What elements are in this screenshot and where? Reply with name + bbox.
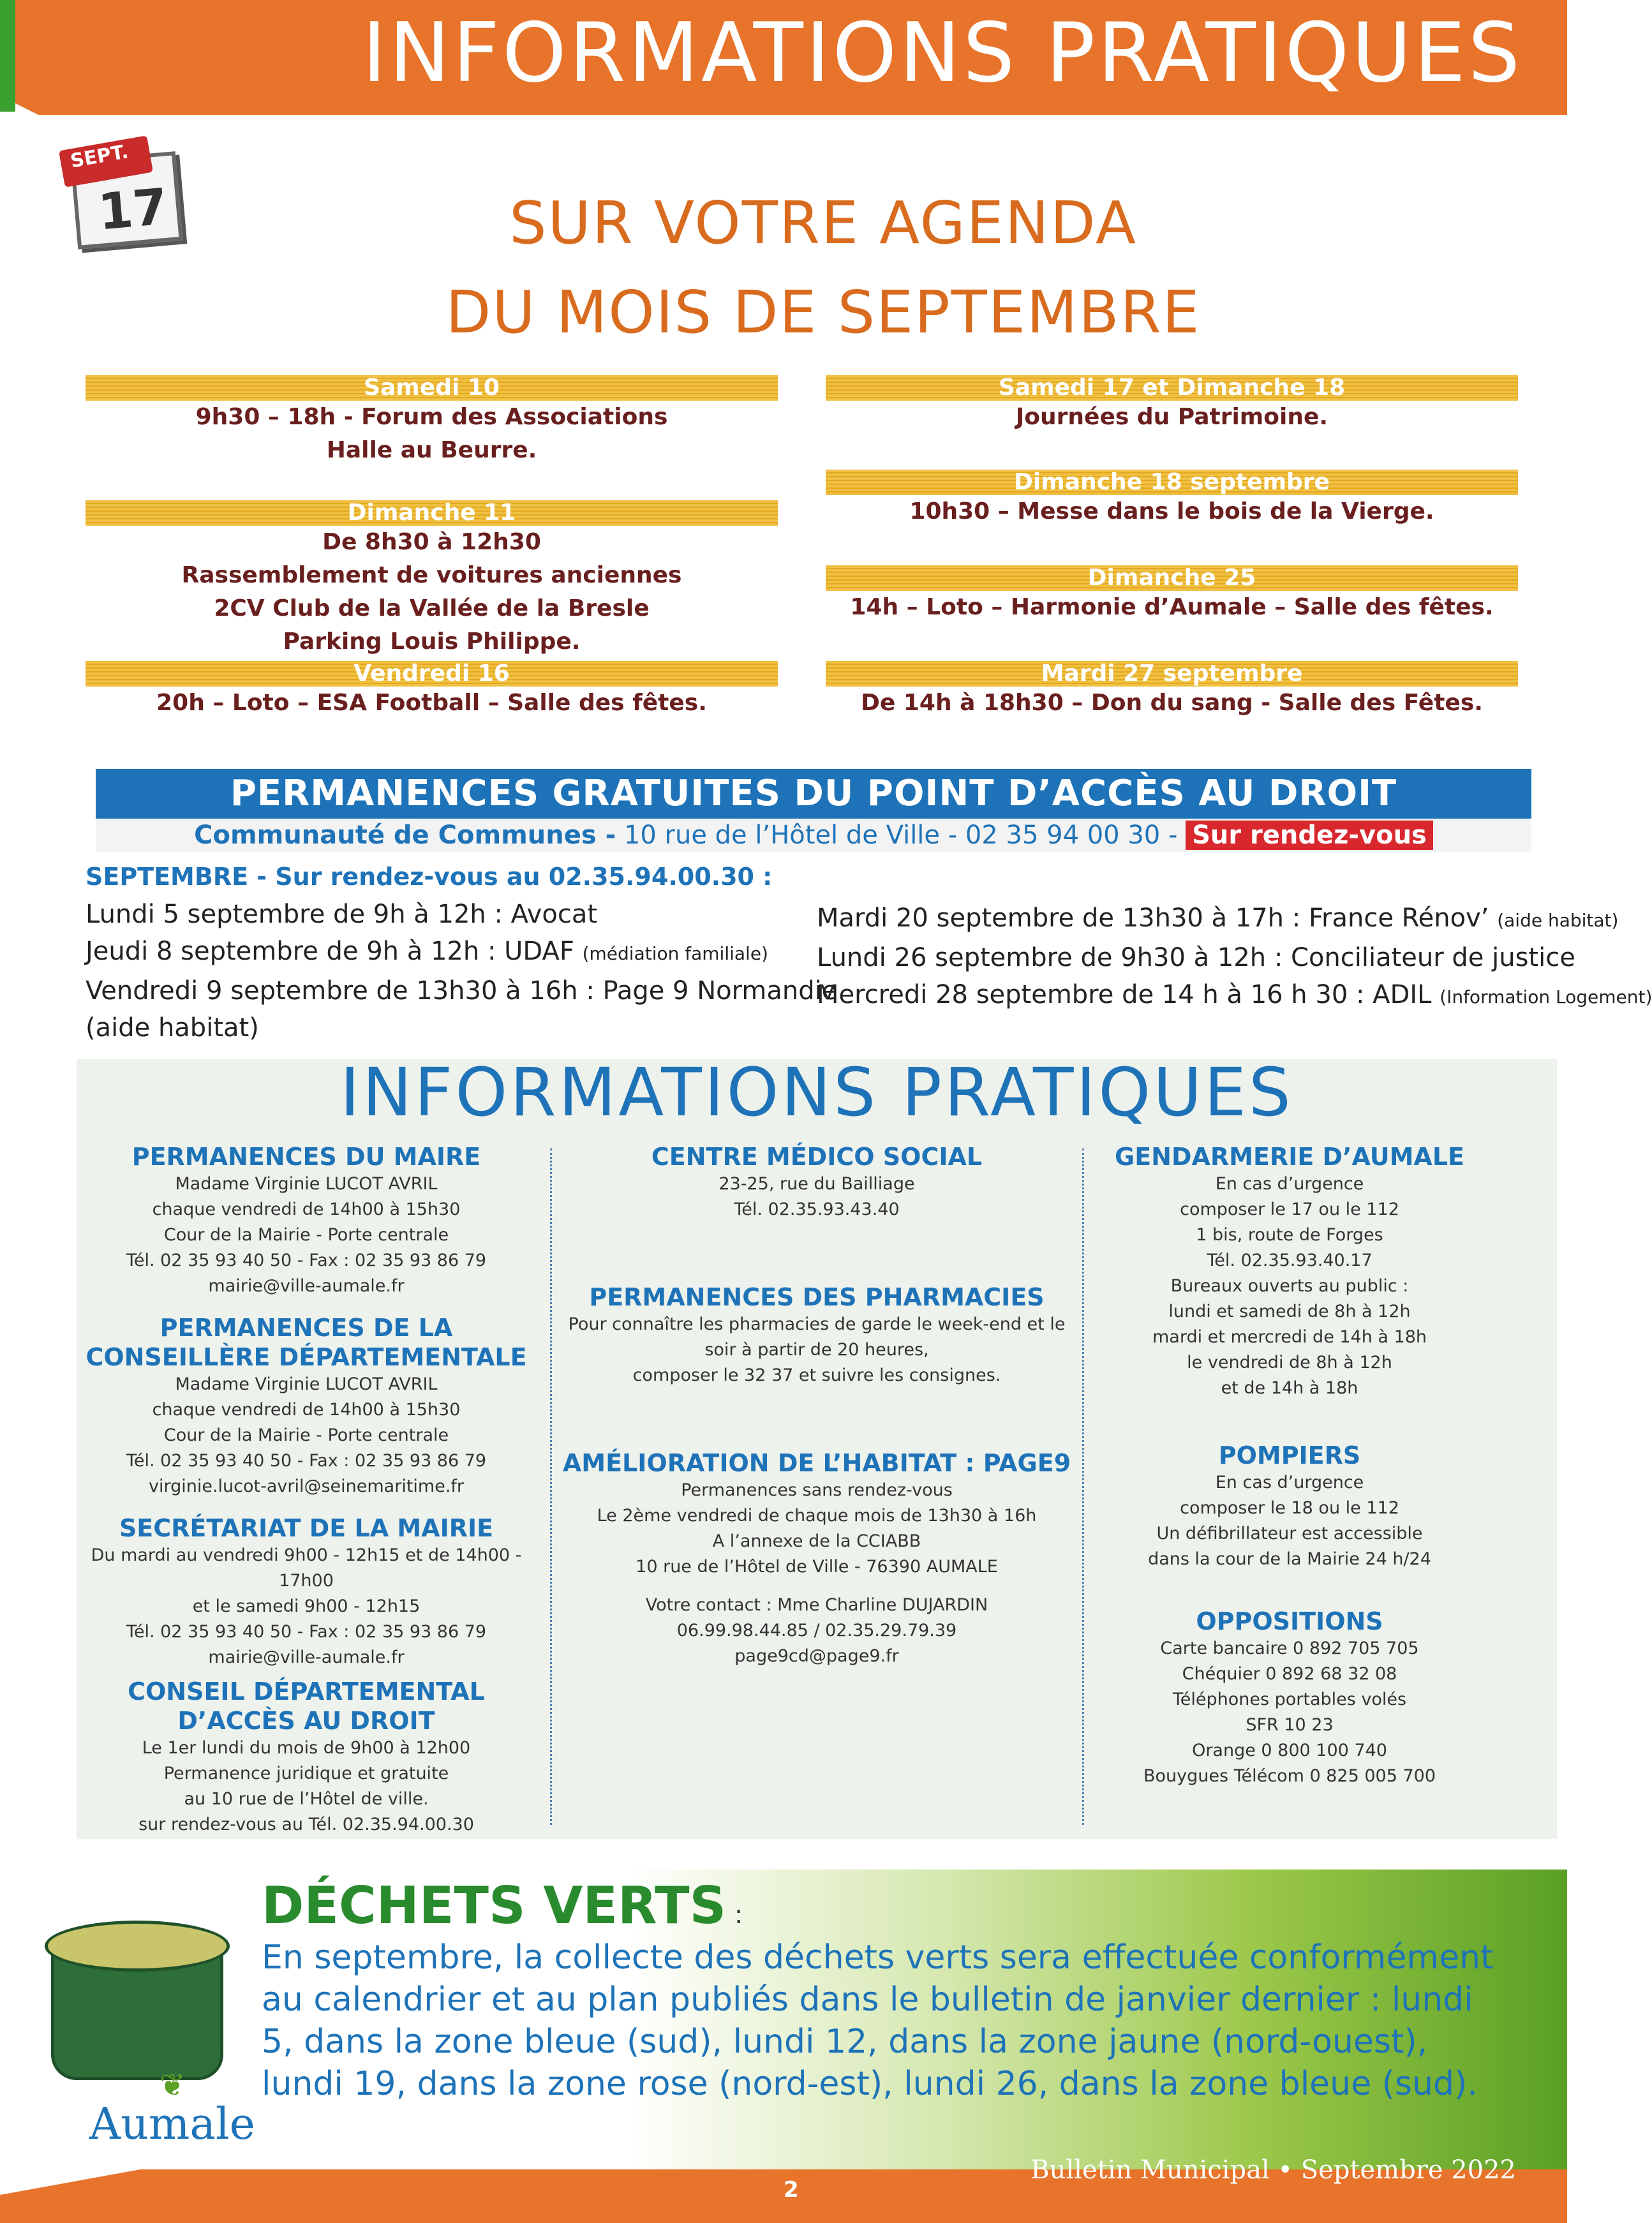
aumale-logo: Aumale [89, 2099, 255, 2150]
info-heading: AMÉLIORATION DE L’HABITAT : PAGE9 [562, 1449, 1071, 1477]
event-date: Dimanche 11 [86, 500, 778, 526]
permanence-item [817, 900, 1652, 939]
green-waste-title-text: DÉCHETS VERTS [262, 1876, 727, 1935]
event-line: 9h30 – 18h - Forum des Associations [195, 404, 668, 430]
info-line: Pour connaître les pharmacies de garde le week-end et le [568, 1314, 1066, 1334]
info-column-1 [83, 1142, 530, 1838]
info-line: dans la cour de la Mairie 24 h/24 [1148, 1549, 1431, 1569]
info-line: Un défibrillateur est accessible [1156, 1524, 1423, 1543]
info-line: Tél. 02 35 93 40 50 - Fax : 02 35 93 86 79 [126, 1251, 487, 1270]
event-line: Parking Louis Philippe. [283, 628, 581, 655]
agenda-event [86, 661, 778, 720]
garden-bag-icon [38, 1901, 230, 2067]
agenda-event [86, 500, 778, 658]
rendez-vous-badge: Sur rendez-vous [1186, 821, 1433, 850]
column-divider [550, 1149, 552, 1825]
permanence-note: (Information Logement) [1440, 986, 1652, 1007]
info-line: 06.99.98.44.85 / 02.35.29.79.39 [676, 1621, 957, 1640]
info-line: et le samedi 9h00 - 12h15 [192, 1596, 420, 1616]
leaf-icon: ❦ [160, 2067, 186, 2103]
info-line: Le 1er lundi du mois de 9h00 à 12h00 [142, 1738, 471, 1758]
agenda-event [826, 565, 1518, 624]
info-line: composer le 17 ou le 112 [1180, 1200, 1399, 1219]
info-line: mardi et mercredi de 14h à 18h [1152, 1327, 1427, 1347]
info-line: Tél. 02 35 93 40 50 - Fax : 02 35 93 86 79 [126, 1451, 487, 1471]
permanence-item [817, 976, 1652, 1016]
event-date: Samedi 10 [86, 375, 778, 401]
bag-opening [45, 1921, 230, 1972]
info-heading: PERMANENCES DE LA CONSEILLÈRE DÉPARTEMENTALE [86, 1314, 527, 1371]
agenda-event [826, 470, 1518, 528]
info-heading: CONSEIL DÉPARTEMENTAL D’ACCÈS AU DROIT [128, 1677, 485, 1735]
info-line: Chéquier 0 892 68 32 08 [1182, 1664, 1397, 1684]
info-heading: GENDARMERIE D’AUMALE [1115, 1143, 1464, 1171]
info-line: mairie@ville-aumale.fr [208, 1647, 405, 1667]
agenda-title-line-2: DU MOIS DE SEPTEMBRE [445, 278, 1201, 346]
calendar-day: 17 [96, 178, 170, 242]
info-line: En cas d’urgence [1215, 1174, 1364, 1194]
info-block [83, 1677, 530, 1838]
permanences-subtitle [96, 819, 1531, 852]
green-waste-title [262, 1876, 743, 1935]
event-line: 10h30 – Messe dans le bois de la Vierge. [909, 498, 1434, 524]
info-line: sur rendez-vous au Tél. 02.35.94.00.30 [138, 1815, 474, 1834]
info-line: Bouygues Télécom 0 825 005 700 [1143, 1766, 1436, 1786]
column-divider [1082, 1149, 1084, 1825]
event-date: Samedi 17 et Dimanche 18 [826, 375, 1518, 401]
permanence-item [86, 972, 837, 1009]
info-line: Votre contact : Mme Charline DUJARDIN [645, 1595, 988, 1615]
event-line: 20h – Loto – ESA Football – Salle des fêtes. [156, 690, 707, 716]
info-block [1095, 1142, 1484, 1401]
footer-text: Bulletin Municipal • Septembre 2022 [1031, 2155, 1516, 2185]
page-number: 2 [784, 2177, 799, 2203]
info-block [83, 1142, 530, 1299]
permanences-title: PERMANENCES GRATUITES DU POINT D’ACCÈS AU DROIT [230, 773, 1397, 814]
event-line: 2CV Club de la Vallée de la Bresle [214, 595, 650, 621]
permanence-item [817, 939, 1652, 976]
info-block [1095, 1607, 1484, 1789]
info-heading: SECRÉTARIAT DE LA MAIRIE [119, 1514, 494, 1542]
info-title: INFORMATIONS PRATIQUES [340, 1053, 1293, 1131]
info-line: Du mardi au vendredi 9h00 - 12h15 et de 14h00 - 17h00 [91, 1545, 522, 1591]
info-line: Permanence juridique et gratuite [163, 1764, 449, 1783]
event-line: 14h – Loto – Harmonie d’Aumale – Salle des fêtes. [850, 594, 1494, 620]
info-line: Madame Virginie LUCOT AVRIL [175, 1174, 438, 1194]
event-date: Dimanche 25 [826, 565, 1518, 591]
permanence-text: Lundi 26 septembre de 9h30 à 12h : Conciliateur de justice [817, 943, 1575, 972]
info-line [562, 1580, 1072, 1593]
permanence-note: (médiation familiale) [582, 943, 768, 964]
info-heading: CENTRE MÉDICO SOCIAL [651, 1143, 983, 1171]
info-line: et de 14h à 18h [1221, 1378, 1358, 1398]
info-line: soir à partir de 20 heures, [704, 1340, 929, 1360]
event-date: Mardi 27 septembre [826, 661, 1518, 687]
info-line: Orange 0 800 100 740 [1192, 1741, 1387, 1760]
event-line: Journées du Patrimoine. [1015, 404, 1328, 430]
page-title: INFORMATIONS PRATIQUES [362, 6, 1522, 101]
permanence-item [86, 933, 837, 972]
event-date: Dimanche 18 septembre [826, 470, 1518, 495]
info-heading: OPPOSITIONS [1196, 1607, 1383, 1635]
info-heading: PERMANENCES DES PHARMACIES [589, 1283, 1045, 1311]
info-line: Madame Virginie LUCOT AVRIL [175, 1374, 438, 1394]
info-block [1095, 1441, 1484, 1572]
agenda-title-line-1: SUR VOTRE AGENDA [509, 189, 1137, 257]
green-corner-accent [0, 0, 15, 112]
permanence-item [86, 1009, 837, 1046]
info-block [83, 1513, 530, 1670]
info-block [562, 1142, 1072, 1223]
permanence-text: Lundi 5 septembre de 9h à 12h : Avocat [86, 900, 598, 929]
event-date: Vendredi 16 [86, 661, 778, 687]
permanence-text: Jeudi 8 septembre de 9h à 12h : UDAF [86, 937, 583, 966]
permanences-left-list [86, 896, 837, 1046]
info-column-3 [1095, 1142, 1484, 1789]
info-line: 1 bis, route de Forges [1196, 1225, 1383, 1245]
event-line: Rassemblement de voitures anciennes [181, 562, 682, 588]
info-column-2 [562, 1142, 1072, 1669]
info-line: page9cd@page9.fr [734, 1646, 899, 1666]
info-line: Bureaux ouverts au public : [1170, 1276, 1409, 1296]
agenda-title [345, 179, 1302, 357]
info-block [562, 1448, 1072, 1669]
info-line: En cas d’urgence [1215, 1473, 1364, 1492]
calendar-month: SEPT. [68, 140, 130, 173]
info-line: composer le 32 37 et suivre les consignes. [632, 1365, 1001, 1385]
calendar-icon [61, 137, 182, 245]
agenda-event [826, 661, 1518, 720]
info-line: SFR 10 23 [1246, 1715, 1334, 1735]
permanences-banner [96, 769, 1531, 852]
september-heading: SEPTEMBRE - Sur rendez-vous au 02.35.94.00.30 : [86, 863, 773, 891]
info-line: Le 2ème vendredi de chaque mois de 13h30 à 16h [597, 1506, 1037, 1526]
info-block [562, 1282, 1072, 1388]
permanence-text: Mercredi 28 septembre de 14 h à 16 h 30 : ADIL [817, 980, 1440, 1009]
event-line: De 8h30 à 12h30 [322, 529, 541, 555]
info-line: Permanences sans rendez-vous [681, 1480, 953, 1500]
info-line: chaque vendredi de 14h00 à 15h30 [152, 1200, 461, 1219]
green-waste-colon: : [726, 1900, 743, 1929]
permanences-org: Communauté de Communes - [194, 821, 616, 850]
info-line: composer le 18 ou le 112 [1180, 1498, 1399, 1518]
info-line: Téléphones portables volés [1172, 1690, 1407, 1709]
permanences-right-list [817, 900, 1652, 1016]
permanence-note: (aide habitat) [1497, 910, 1619, 931]
green-waste-text: En septembre, la collecte des déchets verts sera effectuée conformément au calendrier et au plan publiés dans le bulletin de janvier dernier : lundi 5, dans la zone bleue (sud), lundi 12, dans la zone jaune (nord-ouest), lundi 19, dans la zone rose (nord-est), lundi 26, dans la zone bleue (sud). [262, 1938, 1494, 2103]
info-line: Tél. 02 35 93 40 50 - Fax : 02 35 93 86 79 [126, 1622, 487, 1642]
info-line: Tél. 02.35.93.43.40 [734, 1200, 900, 1219]
info-line: Carte bancaire 0 892 705 705 [1160, 1639, 1419, 1658]
info-line: mairie@ville-aumale.fr [208, 1276, 405, 1296]
agenda-event [86, 375, 778, 467]
info-line: virginie.lucot-avril@seinemaritime.fr [148, 1476, 465, 1496]
info-line: chaque vendredi de 14h00 à 15h30 [152, 1400, 461, 1420]
info-line: au 10 rue de l’Hôtel de ville. [184, 1789, 429, 1809]
info-line: A l’annexe de la CCIABB [712, 1531, 921, 1551]
event-line: De 14h à 18h30 – Don du sang - Salle des Fêtes. [861, 690, 1483, 716]
info-heading: PERMANENCES DU MAIRE [131, 1143, 481, 1171]
info-line: Cour de la Mairie - Porte centrale [163, 1425, 449, 1445]
info-line: 10 rue de l’Hôtel de Ville - 76390 AUMALE [636, 1557, 998, 1577]
info-line: 23-25, rue du Bailliage [718, 1174, 915, 1194]
info-line: Cour de la Mairie - Porte centrale [163, 1225, 449, 1245]
info-line: lundi et samedi de 8h à 12h [1168, 1302, 1411, 1321]
info-line: Tél. 02.35.93.40.17 [1207, 1251, 1373, 1270]
permanences-address: 10 rue de l’Hôtel de Ville - 02 35 94 00 30 - [616, 821, 1186, 850]
permanence-item [86, 896, 837, 933]
agenda-event [826, 375, 1518, 434]
permanence-text: Vendredi 9 septembre de 13h30 à 16h : Page 9 Normandie [86, 976, 838, 1006]
info-heading: POMPIERS [1218, 1441, 1361, 1469]
event-line: Halle au Beurre. [326, 437, 537, 463]
permanence-text: Mardi 20 septembre de 13h30 à 17h : France Rénov’ [817, 903, 1498, 933]
info-line: le vendredi de 8h à 12h [1187, 1353, 1392, 1372]
permanence-text: (aide habitat) [86, 1013, 259, 1043]
info-block [83, 1313, 530, 1499]
